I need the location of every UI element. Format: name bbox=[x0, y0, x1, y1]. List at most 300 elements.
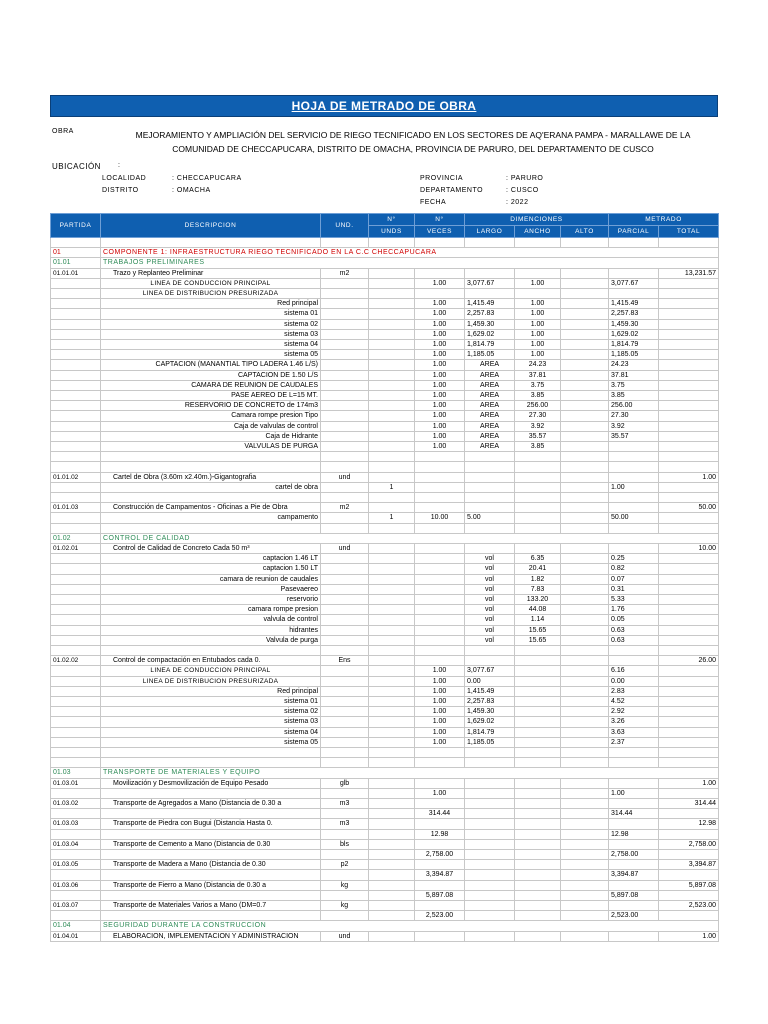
cell-und bbox=[321, 911, 369, 921]
cell-descripcion: sistema 01 bbox=[101, 309, 321, 319]
ubicacion-label: UBICACIÓN bbox=[52, 162, 101, 171]
detail-row bbox=[51, 584, 719, 594]
cell-unds bbox=[369, 442, 415, 452]
cell-ancho bbox=[515, 697, 561, 707]
cell-largo bbox=[465, 870, 515, 880]
cell-partida bbox=[51, 574, 101, 584]
cell-ancho bbox=[515, 646, 561, 656]
detail-row bbox=[51, 421, 719, 431]
detail-row bbox=[51, 289, 719, 299]
cell-ancho bbox=[515, 819, 561, 829]
cell-total bbox=[659, 615, 719, 625]
cell-largo bbox=[465, 472, 515, 482]
cell-unds bbox=[369, 574, 415, 584]
cell-parcial: 27.30 bbox=[609, 411, 659, 421]
cell-largo bbox=[465, 860, 515, 870]
cell-unds bbox=[369, 656, 415, 666]
cell-und: und bbox=[321, 544, 369, 554]
cell-parcial: 37.81 bbox=[609, 370, 659, 380]
cell-largo bbox=[465, 839, 515, 849]
cell-unds bbox=[369, 615, 415, 625]
cell-largo bbox=[465, 646, 515, 656]
departamento-value: : CUSCO bbox=[506, 187, 539, 194]
cell-partida bbox=[51, 676, 101, 686]
cell-ancho: 256.00 bbox=[515, 401, 561, 411]
cell-descripcion bbox=[101, 646, 321, 656]
cell-und bbox=[321, 595, 369, 605]
obra-label: OBRA bbox=[52, 128, 74, 135]
cell-und bbox=[321, 289, 369, 299]
cell-partida bbox=[51, 584, 101, 594]
cell-largo bbox=[465, 493, 515, 503]
detail-row bbox=[51, 380, 719, 390]
cell-partida bbox=[51, 299, 101, 309]
cell-partida bbox=[51, 482, 101, 492]
cell-unds bbox=[369, 329, 415, 339]
cell-alto bbox=[561, 697, 609, 707]
cell-ancho: 3.75 bbox=[515, 380, 561, 390]
cell-ancho: 6.35 bbox=[515, 554, 561, 564]
cell-alto bbox=[561, 299, 609, 309]
cell-parcial: 35.57 bbox=[609, 431, 659, 441]
cell-ancho: 15.65 bbox=[515, 635, 561, 645]
cell-largo: 1,415.49 bbox=[465, 299, 515, 309]
item-row bbox=[51, 799, 719, 809]
cell-ancho bbox=[515, 737, 561, 747]
cell-ancho bbox=[515, 707, 561, 717]
cell-unds bbox=[369, 676, 415, 686]
header-n-veces: N° bbox=[415, 214, 465, 226]
cell-ancho bbox=[515, 462, 561, 472]
cell-und bbox=[321, 513, 369, 523]
detail-row bbox=[51, 309, 719, 319]
cell-partida: 01.01.03 bbox=[51, 503, 101, 513]
cell-unds bbox=[369, 727, 415, 737]
cell-total bbox=[659, 380, 719, 390]
cell-partida bbox=[51, 421, 101, 431]
cell-unds bbox=[369, 880, 415, 890]
header-alto: ALTO bbox=[561, 226, 609, 238]
cell-unds bbox=[369, 839, 415, 849]
cell-ancho: 1.00 bbox=[515, 350, 561, 360]
detail-row bbox=[51, 911, 719, 921]
cell-und bbox=[321, 615, 369, 625]
cell-partida: 01.03.07 bbox=[51, 901, 101, 911]
cell-descripcion: Pasevaereo bbox=[101, 584, 321, 594]
detail-row bbox=[51, 564, 719, 574]
cell-alto bbox=[561, 880, 609, 890]
cell-largo bbox=[465, 238, 515, 248]
detail-row bbox=[51, 850, 719, 860]
cell-unds bbox=[369, 431, 415, 441]
cell-ancho bbox=[515, 860, 561, 870]
cell-partida: 01.02.02 bbox=[51, 656, 101, 666]
cell-partida bbox=[51, 605, 101, 615]
cell-descripcion: sistema 01 bbox=[101, 697, 321, 707]
cell-total: 1.00 bbox=[659, 472, 719, 482]
cell-parcial bbox=[609, 758, 659, 768]
cell-total bbox=[659, 809, 719, 819]
cell-unds bbox=[369, 289, 415, 299]
cell-alto bbox=[561, 676, 609, 686]
detail-row bbox=[51, 707, 719, 717]
cell-largo bbox=[465, 788, 515, 798]
cell-parcial bbox=[609, 289, 659, 299]
cell-total bbox=[659, 697, 719, 707]
cell-veces: 1.00 bbox=[415, 370, 465, 380]
cell-alto bbox=[561, 931, 609, 941]
cell-parcial: 5,897.08 bbox=[609, 890, 659, 900]
cell-parcial: 0.25 bbox=[609, 554, 659, 564]
detail-row bbox=[51, 605, 719, 615]
cell-descripcion: sistema 05 bbox=[101, 737, 321, 747]
cell-partida bbox=[51, 911, 101, 921]
detail-row bbox=[51, 360, 719, 370]
cell-largo: 5.00 bbox=[465, 513, 515, 523]
cell-unds bbox=[369, 564, 415, 574]
cell-ancho bbox=[515, 911, 561, 921]
cell-partida bbox=[51, 850, 101, 860]
cell-alto bbox=[561, 595, 609, 605]
cell-largo bbox=[465, 544, 515, 554]
cell-descripcion: Caja de valvulas de control bbox=[101, 421, 321, 431]
cell-und bbox=[321, 686, 369, 696]
item-row bbox=[51, 544, 719, 554]
cell-ancho bbox=[515, 268, 561, 278]
cell-largo bbox=[465, 911, 515, 921]
cell-total bbox=[659, 666, 719, 676]
cell-parcial: 1,185.05 bbox=[609, 350, 659, 360]
cell-parcial: 24.23 bbox=[609, 360, 659, 370]
cell-veces: 2,758.00 bbox=[415, 850, 465, 860]
cell-und: m3 bbox=[321, 799, 369, 809]
cell-total bbox=[659, 391, 719, 401]
cell-partida: 01.01.01 bbox=[51, 268, 101, 278]
cell-partida bbox=[51, 401, 101, 411]
cell-parcial: 0.07 bbox=[609, 574, 659, 584]
cell-largo bbox=[465, 819, 515, 829]
cell-unds bbox=[369, 890, 415, 900]
cell-descripcion: sistema 03 bbox=[101, 329, 321, 339]
cell-parcial bbox=[609, 646, 659, 656]
cell-veces bbox=[415, 758, 465, 768]
cell-alto bbox=[561, 656, 609, 666]
cell-partida: 01.04 bbox=[51, 921, 101, 931]
detail-row bbox=[51, 401, 719, 411]
cell-partida: 01.03.03 bbox=[51, 819, 101, 829]
cell-parcial: 0.00 bbox=[609, 676, 659, 686]
cell-partida bbox=[51, 278, 101, 288]
cell-unds bbox=[369, 452, 415, 462]
cell-partida bbox=[51, 564, 101, 574]
cell-alto bbox=[561, 421, 609, 431]
cell-ancho: 44.08 bbox=[515, 605, 561, 615]
cell-ancho bbox=[515, 493, 561, 503]
cell-alto bbox=[561, 901, 609, 911]
cell-und bbox=[321, 411, 369, 421]
cell-partida bbox=[51, 625, 101, 635]
cell-und bbox=[321, 278, 369, 288]
cell-largo bbox=[465, 890, 515, 900]
cell-und bbox=[321, 717, 369, 727]
cell-parcial bbox=[609, 819, 659, 829]
provincia-label: PROVINCIA bbox=[420, 175, 464, 182]
cell-unds bbox=[369, 554, 415, 564]
cell-ancho: 1.14 bbox=[515, 615, 561, 625]
cell-parcial bbox=[609, 462, 659, 472]
cell-descripcion: PASE AEREO DE L=15 MT. bbox=[101, 391, 321, 401]
cell-partida bbox=[51, 697, 101, 707]
cell-parcial: 314.44 bbox=[609, 809, 659, 819]
cell-total bbox=[659, 319, 719, 329]
cell-parcial: 1.00 bbox=[609, 788, 659, 798]
cell-unds: 1 bbox=[369, 482, 415, 492]
cell-descripcion bbox=[101, 850, 321, 860]
item-row bbox=[51, 778, 719, 788]
blank-row bbox=[51, 493, 719, 503]
cell-partida bbox=[51, 442, 101, 452]
cell-largo: 2,257.83 bbox=[465, 309, 515, 319]
cell-veces: 1.00 bbox=[415, 309, 465, 319]
cell-largo bbox=[465, 778, 515, 788]
cell-partida bbox=[51, 238, 101, 248]
cell-und bbox=[321, 523, 369, 533]
detail-row bbox=[51, 625, 719, 635]
cell-und bbox=[321, 554, 369, 564]
cell-descripcion: Trazo y Replanteo Preliminar bbox=[101, 268, 321, 278]
project-line-1: MEJORAMIENTO Y AMPLIACIÓN DEL SERVICIO DE RIEGO TECNIFICADO EN LOS SECTORES DE AQ'ERANA PAMPA - MARALLAWE DE LA bbox=[135, 130, 691, 140]
cell-parcial bbox=[609, 931, 659, 941]
cell-largo bbox=[465, 758, 515, 768]
cell-und bbox=[321, 442, 369, 452]
cell-ancho bbox=[515, 513, 561, 523]
blank-row bbox=[51, 646, 719, 656]
cell-und bbox=[321, 431, 369, 441]
cell-ancho bbox=[515, 717, 561, 727]
cell-veces: 1.00 bbox=[415, 278, 465, 288]
detail-row bbox=[51, 574, 719, 584]
cell-unds bbox=[369, 646, 415, 656]
cell-largo: vol bbox=[465, 615, 515, 625]
cell-ancho: 15.65 bbox=[515, 625, 561, 635]
cell-total bbox=[659, 748, 719, 758]
cell-ancho: 35.57 bbox=[515, 431, 561, 441]
cell-unds bbox=[369, 238, 415, 248]
cell-ancho: 1.00 bbox=[515, 319, 561, 329]
cell-veces bbox=[415, 238, 465, 248]
cell-partida bbox=[51, 717, 101, 727]
cell-descripcion: sistema 05 bbox=[101, 350, 321, 360]
cell-alto bbox=[561, 574, 609, 584]
cell-veces bbox=[415, 819, 465, 829]
cell-veces bbox=[415, 462, 465, 472]
detail-row bbox=[51, 595, 719, 605]
cell-ancho: 7.83 bbox=[515, 584, 561, 594]
cell-parcial: 2.37 bbox=[609, 737, 659, 747]
cell-partida bbox=[51, 493, 101, 503]
cell-ancho: 27.30 bbox=[515, 411, 561, 421]
cell-parcial bbox=[609, 778, 659, 788]
cell-ancho bbox=[515, 778, 561, 788]
header-veces: VECES bbox=[415, 226, 465, 238]
detail-row bbox=[51, 340, 719, 350]
cell-partida: 01.01 bbox=[51, 258, 101, 268]
cell-veces: 1.00 bbox=[415, 442, 465, 452]
cell-descripcion: camara rompe presion bbox=[101, 605, 321, 615]
cell-ancho bbox=[515, 238, 561, 248]
cell-unds bbox=[369, 503, 415, 513]
cell-descripcion bbox=[101, 238, 321, 248]
cell-alto bbox=[561, 717, 609, 727]
cell-veces: 10.00 bbox=[415, 513, 465, 523]
cell-unds bbox=[369, 686, 415, 696]
cell-partida: 01.01.02 bbox=[51, 472, 101, 482]
cell-unds bbox=[369, 717, 415, 727]
header-ancho: ANCHO bbox=[515, 226, 561, 238]
cell-und bbox=[321, 360, 369, 370]
cell-ancho: 133.20 bbox=[515, 595, 561, 605]
cell-unds bbox=[369, 350, 415, 360]
cell-alto bbox=[561, 513, 609, 523]
cell-und bbox=[321, 605, 369, 615]
cell-largo: 2,257.83 bbox=[465, 697, 515, 707]
cell-parcial: 3.26 bbox=[609, 717, 659, 727]
cell-alto bbox=[561, 605, 609, 615]
cell-und bbox=[321, 421, 369, 431]
cell-parcial bbox=[609, 748, 659, 758]
section-row bbox=[51, 921, 719, 931]
cell-descripcion: VALVULAS DE PURGA bbox=[101, 442, 321, 452]
cell-parcial: 2,257.83 bbox=[609, 309, 659, 319]
cell-unds bbox=[369, 340, 415, 350]
cell-largo bbox=[465, 452, 515, 462]
cell-ancho: 1.00 bbox=[515, 340, 561, 350]
cell-alto bbox=[561, 554, 609, 564]
cell-descripcion: COMPONENTE 1: INFRAESTRUCTURA RIEGO TECNIFICADO EN LA C.C CHECCAPUCARA bbox=[101, 248, 719, 258]
cell-parcial: 2,758.00 bbox=[609, 850, 659, 860]
cell-descripcion: sistema 02 bbox=[101, 707, 321, 717]
cell-descripcion: Control de Calidad de Concreto Cada 50 m³ bbox=[101, 544, 321, 554]
cell-veces bbox=[415, 523, 465, 533]
header-partida: PARTIDA bbox=[51, 214, 101, 238]
cell-parcial bbox=[609, 901, 659, 911]
cell-und: glb bbox=[321, 778, 369, 788]
cell-alto bbox=[561, 788, 609, 798]
blank-row bbox=[51, 748, 719, 758]
cell-parcial bbox=[609, 268, 659, 278]
detail-row bbox=[51, 635, 719, 645]
cell-veces bbox=[415, 748, 465, 758]
cell-alto bbox=[561, 238, 609, 248]
detail-row bbox=[51, 319, 719, 329]
cell-veces bbox=[415, 564, 465, 574]
cell-partida bbox=[51, 462, 101, 472]
cell-alto bbox=[561, 452, 609, 462]
cell-total bbox=[659, 554, 719, 564]
cell-partida bbox=[51, 513, 101, 523]
cell-parcial: 1.76 bbox=[609, 605, 659, 615]
cell-alto bbox=[561, 462, 609, 472]
cell-descripcion: captacion 1.50 LT bbox=[101, 564, 321, 574]
cell-parcial bbox=[609, 799, 659, 809]
cell-largo: 1,415.49 bbox=[465, 686, 515, 696]
cell-und: bls bbox=[321, 839, 369, 849]
cell-ancho bbox=[515, 676, 561, 686]
cell-unds: 1 bbox=[369, 513, 415, 523]
cell-alto bbox=[561, 890, 609, 900]
cell-parcial bbox=[609, 880, 659, 890]
cell-alto bbox=[561, 360, 609, 370]
cell-alto bbox=[561, 380, 609, 390]
cell-veces bbox=[415, 615, 465, 625]
cell-largo: vol bbox=[465, 574, 515, 584]
cell-total bbox=[659, 646, 719, 656]
cell-ancho bbox=[515, 289, 561, 299]
cell-parcial: 4.52 bbox=[609, 697, 659, 707]
cell-und bbox=[321, 676, 369, 686]
cell-ancho: 1.00 bbox=[515, 299, 561, 309]
cell-parcial bbox=[609, 493, 659, 503]
cell-alto bbox=[561, 482, 609, 492]
cell-descripcion: Transporte de Agregados a Mano (Distancia de 0.30 a bbox=[101, 799, 321, 809]
detail-row bbox=[51, 431, 719, 441]
cell-alto bbox=[561, 268, 609, 278]
cell-descripcion: Transporte de Materiales Varios a Mano (DM=0.7 bbox=[101, 901, 321, 911]
cell-partida: 01.04.01 bbox=[51, 931, 101, 941]
detail-row bbox=[51, 788, 719, 798]
cell-partida bbox=[51, 635, 101, 645]
cell-total bbox=[659, 564, 719, 574]
cell-descripcion: CAMARA DE REUNION DE CAUDALES bbox=[101, 380, 321, 390]
cell-und bbox=[321, 829, 369, 839]
cell-unds bbox=[369, 605, 415, 615]
cell-ancho: 3.92 bbox=[515, 421, 561, 431]
header-n-unds: N° bbox=[369, 214, 415, 226]
cell-partida bbox=[51, 523, 101, 533]
cell-alto bbox=[561, 493, 609, 503]
detail-row bbox=[51, 615, 719, 625]
cell-largo: 1,459.30 bbox=[465, 319, 515, 329]
cell-parcial bbox=[609, 544, 659, 554]
cell-parcial: 3.92 bbox=[609, 421, 659, 431]
cell-descripcion: Valvula de purga bbox=[101, 635, 321, 645]
cell-und bbox=[321, 482, 369, 492]
item-row bbox=[51, 901, 719, 911]
blank-row bbox=[51, 523, 719, 533]
cell-unds bbox=[369, 360, 415, 370]
cell-veces bbox=[415, 605, 465, 615]
cell-parcial: 0.31 bbox=[609, 584, 659, 594]
cell-largo: 1,814.79 bbox=[465, 727, 515, 737]
cell-alto bbox=[561, 431, 609, 441]
cell-descripcion: Red principal bbox=[101, 686, 321, 696]
cell-largo bbox=[465, 748, 515, 758]
section-row bbox=[51, 533, 719, 543]
cell-total bbox=[659, 595, 719, 605]
cell-partida: 01.03.05 bbox=[51, 860, 101, 870]
cell-descripcion bbox=[101, 748, 321, 758]
cell-und bbox=[321, 697, 369, 707]
item-row bbox=[51, 860, 719, 870]
cell-und bbox=[321, 452, 369, 462]
cell-descripcion: valvula de control bbox=[101, 615, 321, 625]
cell-unds bbox=[369, 278, 415, 288]
cell-veces bbox=[415, 799, 465, 809]
cell-partida bbox=[51, 431, 101, 441]
header-parcial: PARCIAL bbox=[609, 226, 659, 238]
cell-total bbox=[659, 707, 719, 717]
cell-parcial: 1.00 bbox=[609, 482, 659, 492]
